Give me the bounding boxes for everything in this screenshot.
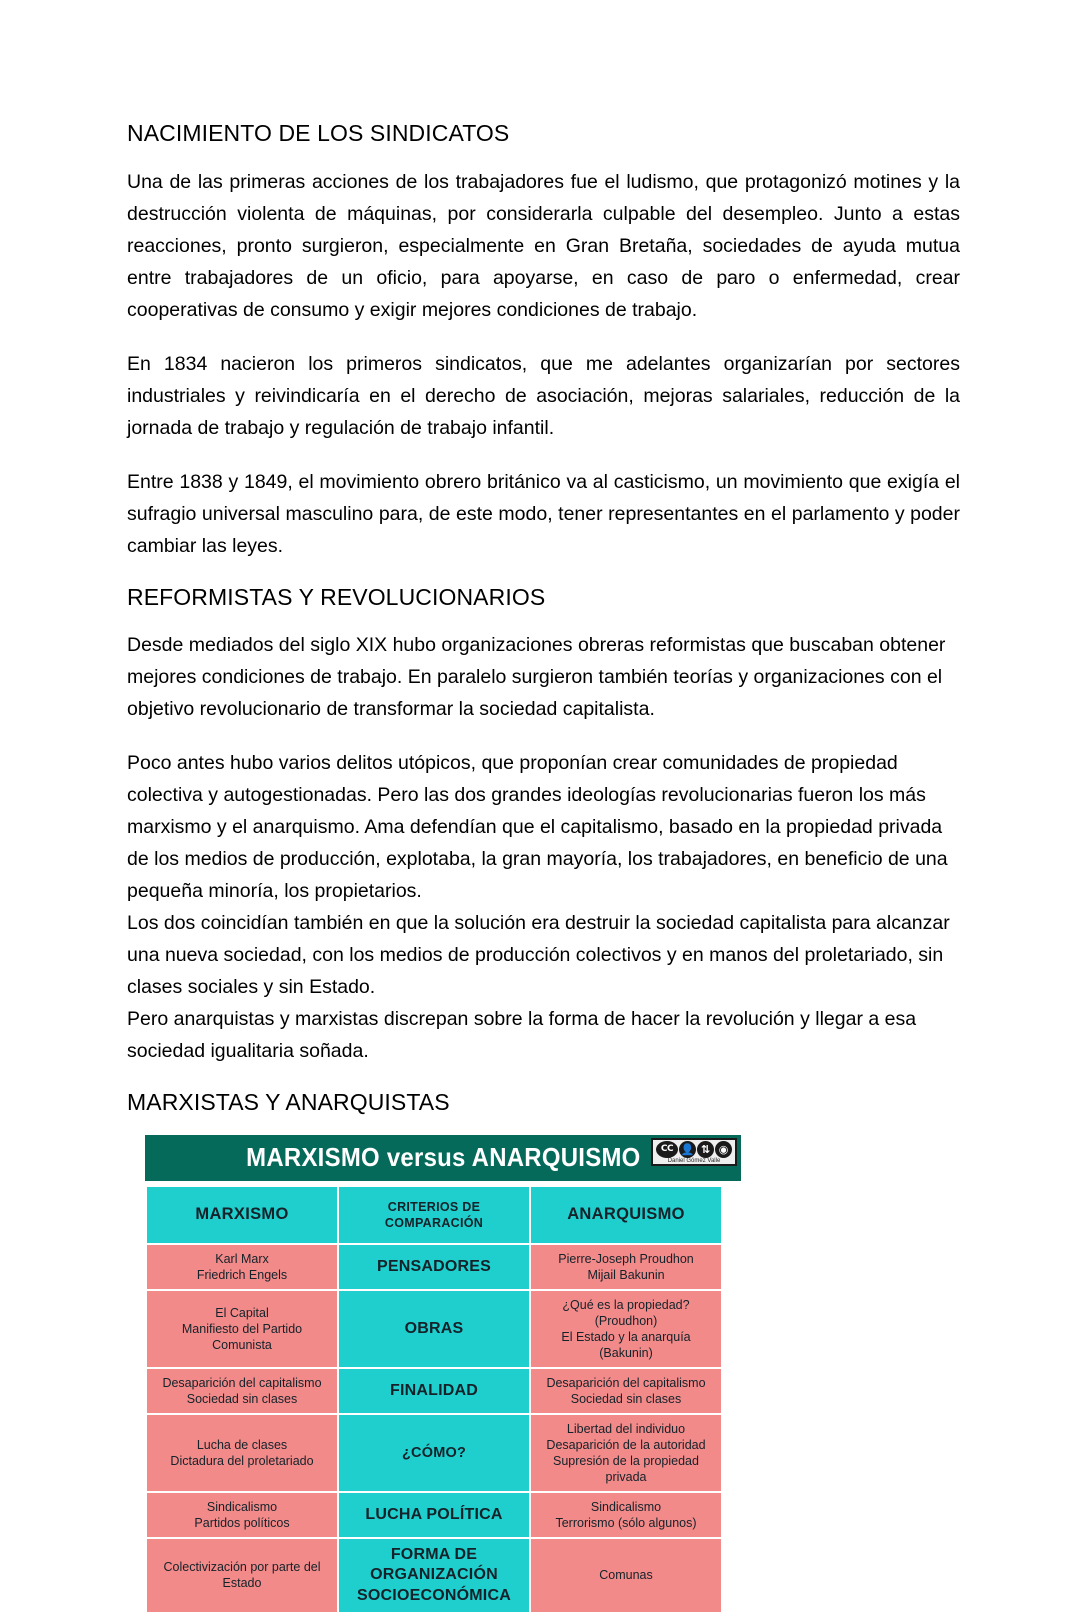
cell-criteria-organizacion: FORMA DE ORGANIZACIÓN SOCIOECONÓMICA <box>339 1539 529 1612</box>
cell-line: Friedrich Engels <box>196 1267 288 1282</box>
paragraph-coincidencias: Los dos coincidían también en que la solución era destruir la sociedad capitalista para alcanzar una nueva sociedad, con los medios de producción colectivos y en manos del proletariado, sin clases sociales y sin Estado. <box>127 912 950 999</box>
cell-line: Sociedad sin clases <box>186 1391 298 1406</box>
section-heading-reformistas: REFORMISTAS Y REVOLUCIONARIOS <box>127 583 546 610</box>
cell-criteria-pensadores: PENSADORES <box>339 1245 529 1289</box>
cell-line: Sindicalismo <box>206 1499 278 1514</box>
paragraph-discrepancias: Pero anarquistas y marxistas discrepan sobre la forma de hacer la revolución y llegar a esa sociedad igualitaria soñada. <box>127 1008 917 1063</box>
cell-line: Libertad del individuo <box>566 1421 686 1436</box>
cell-line: Colectivización por parte del Estado <box>163 1560 321 1591</box>
cell-line: Dictadura del proletariado <box>170 1453 314 1468</box>
cell-line: Partidos políticos <box>194 1515 290 1530</box>
table-row <box>147 1415 721 1491</box>
section-heading-marxistas: MARXISTAS Y ANARQUISTAS <box>127 1089 450 1116</box>
cell-marxismo-pensadores <box>147 1245 337 1289</box>
cell-line: Karl Marx <box>215 1251 269 1266</box>
cell-line: ¿Qué es la propiedad? (Proudhon) <box>562 1297 690 1328</box>
paragraph-1838-1849: Entre 1838 y 1849, el movimiento obrero británico va al casticismo, un movimiento que exigía el sufragio universal masculino para, de este modo, tener representantes en el parlamento y poder cambiar las leyes. <box>127 470 960 557</box>
table-row <box>147 1291 721 1367</box>
cell-anarquismo-lucha-politica <box>531 1493 721 1537</box>
cell-line: Sociedad sin clases <box>570 1391 682 1406</box>
creative-commons-badge <box>651 1138 737 1166</box>
paragraph-utopicos: Poco antes hubo varios delitos utópicos, que proponían crear comunidades de propiedad colectiva y autogestionadas. Pero las dos grandes ideologías revolucionarias fueron los más marxismo y el anarquismo. Ama defendían que el capitalismo, basado en la propiedad privada de los medios de producción, explotaba, la gran mayoría, los trabajadores, en beneficio de una pequeña minoría, los propietarios. <box>127 752 948 903</box>
cc-noderivs-icon: ◉ <box>715 1141 732 1158</box>
cell-anarquismo-como <box>531 1415 721 1491</box>
cell-criteria-obras: OBRAS <box>339 1291 529 1367</box>
cell-line: Desaparición del capitalismo <box>162 1375 322 1390</box>
comparison-table <box>145 1185 723 1614</box>
column-header-criterios: CRITERIOS DE COMPARACIÓN <box>339 1187 529 1243</box>
cell-line: El Estado y la anarquía (Bakunin) <box>561 1329 691 1360</box>
paragraph-reformistas: Desde mediados del siglo XIX hubo organizaciones obreras reformistas que buscaban obtener mejores condiciones de trabajo. En paralelo surgieron también teorías y organizaciones con el objetivo revolucionario de transformar la sociedad capitalista. <box>127 634 946 721</box>
cell-marxismo-organizacion <box>147 1539 337 1612</box>
cell-anarquismo-organizacion <box>531 1539 721 1612</box>
cell-marxismo-obras <box>147 1291 337 1367</box>
infographic-title: MARXISMO versus ANARQUISMO <box>245 1142 641 1173</box>
column-header-anarquismo: ANARQUISMO <box>531 1187 721 1243</box>
cell-line: Supresión de la propiedad privada <box>553 1453 699 1484</box>
table-row <box>147 1369 721 1413</box>
cell-line: Sindicalismo <box>590 1499 662 1514</box>
column-header-marxismo: MARXISMO <box>147 1187 337 1243</box>
cell-line: Mijail Bakunin <box>587 1267 665 1282</box>
paragraph-1834: En 1834 nacieron los primeros sindicatos, que me adelantes organizarían por sectores industriales y reivindicaría en el derecho de asociación, mejoras salariales, reducción de la jornada de trabajo y regulación de trabajo infantil. <box>127 352 960 439</box>
cell-line: Desaparición del capitalismo <box>546 1375 706 1390</box>
cell-marxismo-lucha-politica <box>147 1493 337 1537</box>
cc-sharealike-icon: ⇅ <box>697 1141 714 1158</box>
cell-anarquismo-obras <box>531 1291 721 1367</box>
section-heading-sindicatos: NACIMIENTO DE LOS SINDICATOS <box>127 120 510 146</box>
cell-anarquismo-finalidad <box>531 1369 721 1413</box>
cell-line: El Capital <box>215 1305 269 1320</box>
cell-criteria-como: ¿CÓMO? <box>339 1415 529 1491</box>
cell-anarquismo-pensadores <box>531 1245 721 1289</box>
table-row <box>147 1539 721 1612</box>
table-header-row <box>147 1187 721 1243</box>
cell-line: Terrorismo (sólo algunos) <box>555 1515 697 1530</box>
cell-marxismo-finalidad <box>147 1369 337 1413</box>
cc-logo-icon: CC <box>656 1141 678 1158</box>
cell-line: Comunas <box>599 1568 653 1583</box>
cc-author-label: Daniel Gómez Valle <box>667 1157 721 1164</box>
table-row <box>147 1493 721 1537</box>
cell-line: Lucha de clases <box>196 1437 288 1452</box>
infographic-header <box>145 1135 741 1181</box>
cell-marxismo-como <box>147 1415 337 1491</box>
infographic-marxismo-anarquismo <box>145 1135 741 1614</box>
cc-by-icon: 👤 <box>680 1142 695 1156</box>
cell-criteria-lucha-politica: LUCHA POLÍTICA <box>339 1493 529 1537</box>
cell-line: Desaparición de la autoridad <box>546 1437 706 1452</box>
cell-line: Manifiesto del Partido Comunista <box>181 1321 303 1352</box>
paragraph-ludismo: Una de las primeras acciones de los trabajadores fue el ludismo, que protagonizó motines y la destrucción violenta de máquinas, por considerarla culpable del desempleo. Junto a estas reacciones, pronto surgieron, especialmente en Gran Bretaña, sociedades de ayuda mutua entre trabajadores de un oficio, para apoyarse, en caso de paro o enfermedad, crear cooperativas de consumo y exigir mejores condiciones de trabajo. <box>127 170 960 321</box>
cell-criteria-finalidad: FINALIDAD <box>339 1369 529 1413</box>
cc-icon-group <box>656 1141 732 1158</box>
cell-line: Pierre-Joseph Proudhon <box>558 1251 694 1266</box>
table-row <box>147 1245 721 1289</box>
